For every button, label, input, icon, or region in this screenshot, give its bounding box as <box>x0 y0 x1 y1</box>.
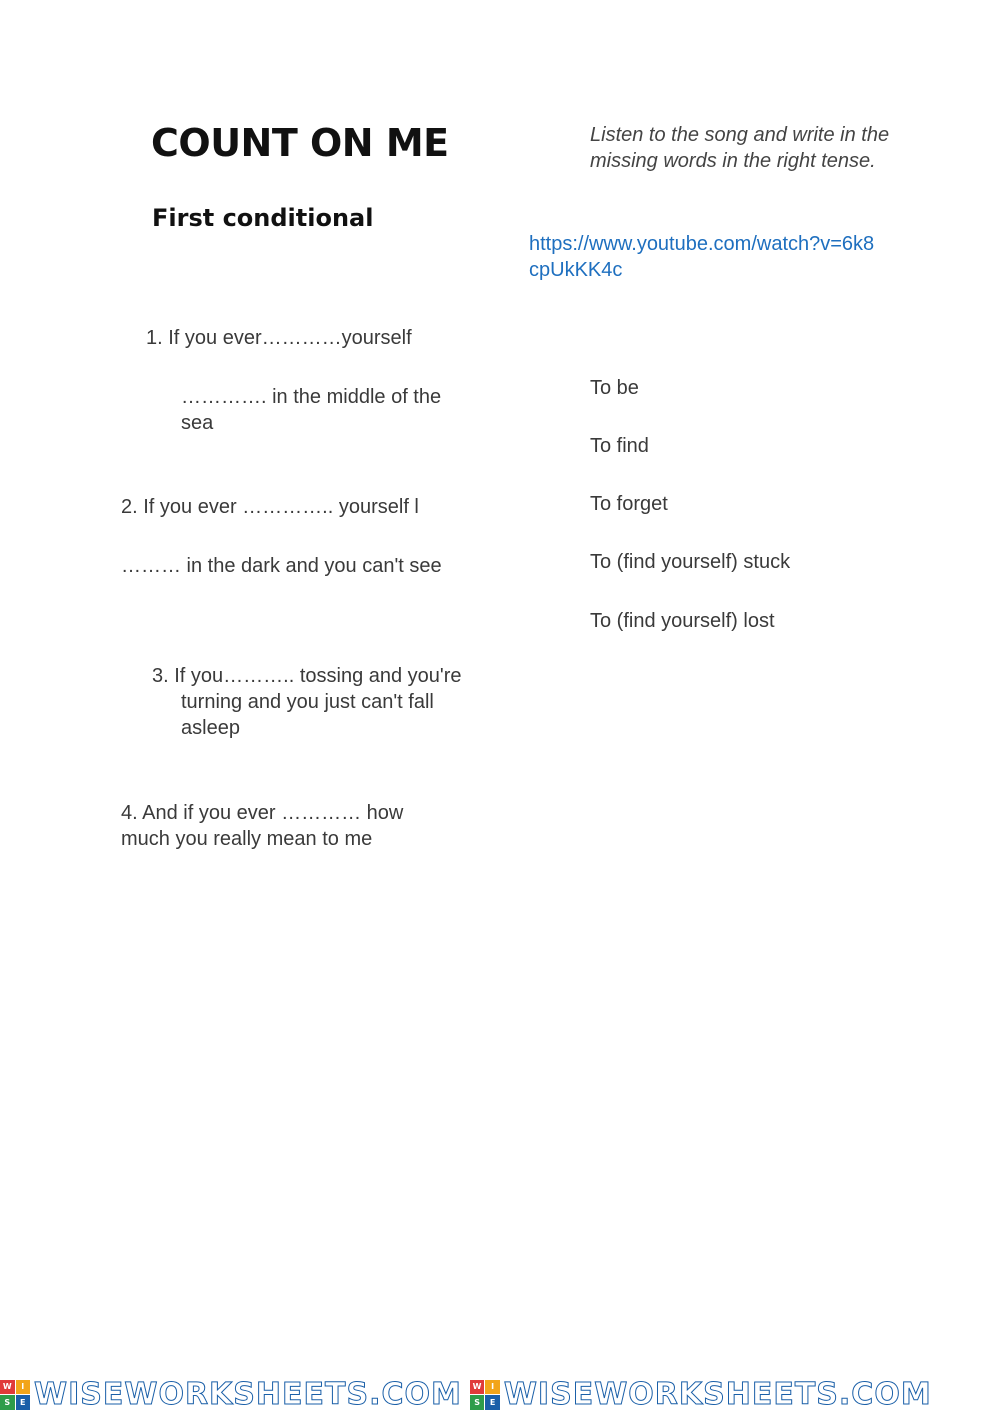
logo-letter: I <box>485 1380 500 1395</box>
brand-block <box>470 1377 932 1412</box>
logo-letter: S <box>470 1395 485 1410</box>
wise-logo-icon <box>0 1380 30 1410</box>
word-bank-item: To find <box>590 435 649 457</box>
question-1-line-1: 1. If you ever…………yourself <box>146 327 412 349</box>
question-4: 4. And if you ever ………… how much you really mean to me <box>121 802 404 850</box>
brand-text: WISEWORKSHEETS.COM <box>34 1377 462 1412</box>
logo-letter: I <box>16 1380 31 1395</box>
instructions: Listen to the song and write in the missing words in the right tense. <box>590 124 890 172</box>
wise-logo-icon <box>470 1380 500 1410</box>
word-bank-item: To (find yourself) stuck <box>590 551 791 573</box>
word-bank-item: To forget <box>590 493 668 515</box>
question-2-line-2: ……… in the dark and you can't see <box>121 555 442 577</box>
page-title: COUNT ON ME <box>151 121 449 165</box>
logo-letter: W <box>470 1380 485 1395</box>
word-bank-item: To (find yourself) lost <box>590 610 775 632</box>
question-3: 3. If you……….. tossing and you're turning and you just can't fall asleep <box>152 665 462 739</box>
question-2-line-1: 2. If you ever ………….. yourself l <box>121 496 419 518</box>
brand-block <box>0 1377 462 1412</box>
logo-letter: E <box>485 1395 500 1410</box>
page-subtitle: First conditional <box>152 204 374 232</box>
logo-letter: E <box>16 1395 31 1410</box>
logo-letter: W <box>0 1380 15 1395</box>
word-bank-item: To be <box>590 377 639 399</box>
youtube-link[interactable]: https://www.youtube.com/watch?v=6k8cpUkKK4c <box>529 233 875 281</box>
brand-text: WISEWORKSHEETS.COM <box>503 1377 932 1412</box>
question-1-line-2: …………. in the middle of the sea <box>181 386 442 434</box>
logo-letter: S <box>0 1395 15 1410</box>
footer-watermark <box>0 1376 1000 1413</box>
